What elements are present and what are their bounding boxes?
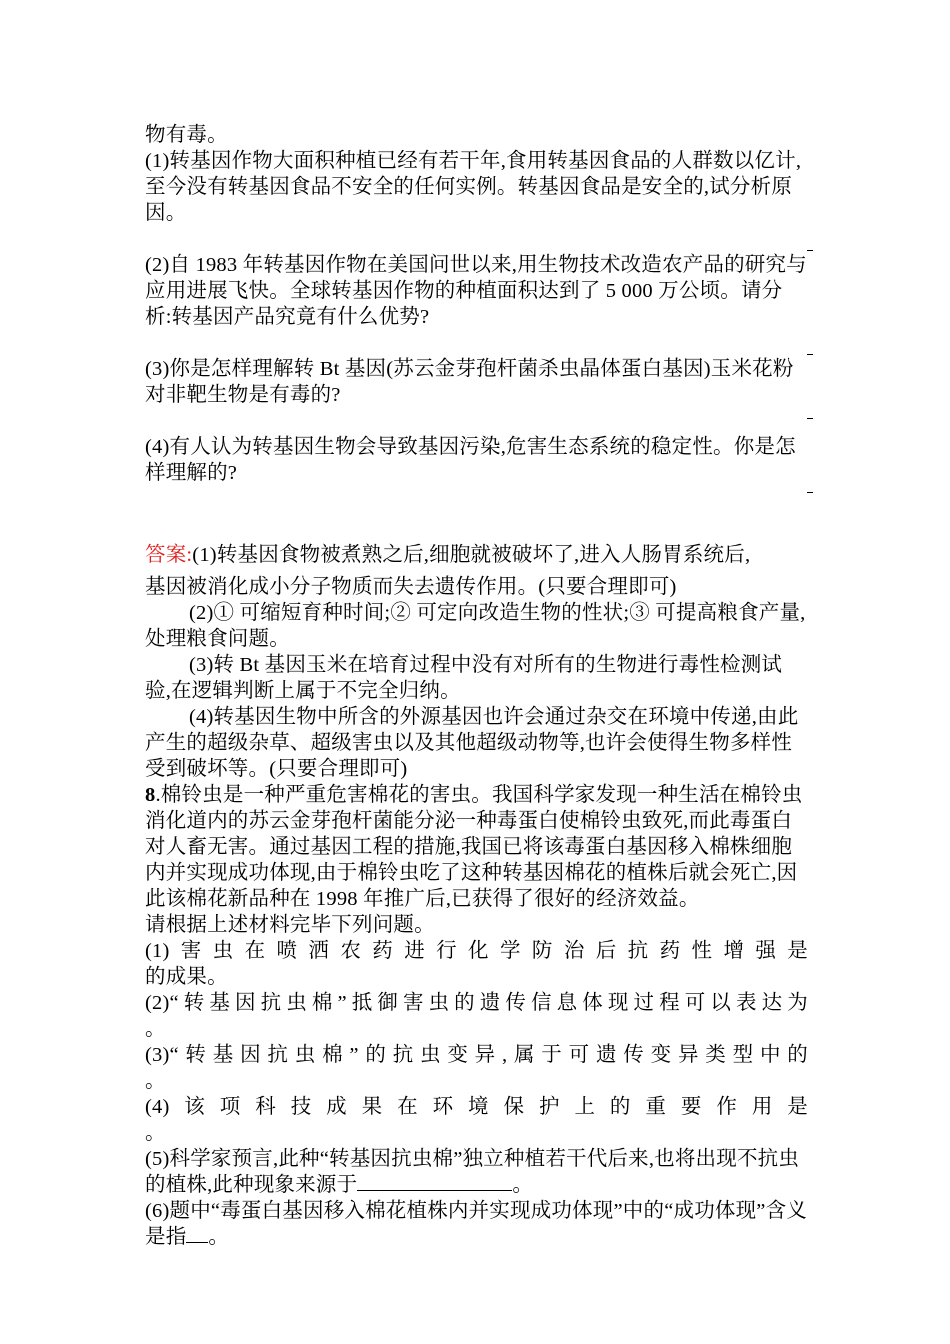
answer-blank[interactable] [357,1172,512,1191]
question-8-sub-6 [145,1198,808,1250]
question-7-intro-tail: 物有毒。 [145,124,228,146]
spacer [145,516,808,542]
question-8-sub-2-line-2: 。 [145,1018,166,1040]
question-8-sub-3-line-2: 。 [145,1070,166,1092]
answer-3: (3)转 Bt 基因玉米在培育过程中没有对所有的生物进行毒性检测试验,在逻辑判断上属于不完全归纳。 [145,654,783,702]
question-7-sub-4: (4)有人认为转基因生物会导致基因污染,危害生态系统的稳定性。你是怎样理解的? [145,436,796,484]
document-page [145,122,808,1250]
margin-mark [807,354,813,355]
question-8-sub-2-line-1: (2)“转基因抗虫棉”抵御害虫的遗传信息体现过程可以表达为 [145,992,808,1014]
answer-4: (4)转基因生物中所含的外源基因也许会通过杂交在环境中传递,由此产生的超级杂草、超级害虫以及其他超级动物等,也许会使得生物多样性受到破坏等。(只要合理即可) [145,706,799,780]
question-8-prompt: 请根据上述材料完毕下列问题。 [145,914,435,936]
question-8-sub-6-end: 。 [208,1226,230,1248]
question-8-sub-1-line-2: 的成果。 [145,966,228,988]
question-8-number: 8 [145,784,156,806]
spacer [145,226,808,252]
answer-blank[interactable] [186,1224,208,1243]
question-8-sub-1-line-1: (1)害虫在喷洒农药进行化学防治后抗药性增强是 [145,940,808,962]
question-8-sub-4-line-1: (4)该项科技成果在环境保护上的重要作用是 [145,1096,808,1118]
question-8-sub-3-line-1: (3)“转基因抗虫棉”的抗虫变异,属于可遗传变异类型中的 [145,1044,808,1066]
margin-mark [807,250,813,251]
question-8-stem [145,782,808,912]
spacer [145,486,808,516]
question-7-sub-1: (1)转基因作物大面积种植已经有若干年,食用转基因食品的人群数以亿计,至今没有转基因食品不安全的任何实例。转基因食品是安全的,试分析原因。 [145,150,802,224]
question-8-sub-4-line-2: 。 [145,1122,166,1144]
question-7-sub-3: (3)你是怎样理解转 Bt 基因(苏云金芽孢杆菌杀虫晶体蛋白基因)玉米花粉对非靶生物是有毒的? [145,358,794,406]
question-8-stem-text: .棉铃虫是一种严重危害棉花的害虫。我国科学家发现一种生活在棉铃虫消化道内的苏云金芽孢杆菌能分泌一种毒蛋白使棉铃虫致死,而此毒蛋白对人畜无害。通过基因工程的措施,我国已将该毒蛋白基因移入棉株细胞内并实现成功体现,由于棉铃虫吃了这种转基因棉花的植株后就会死亡,因此该棉花新品种在 1998 年推广后,已获得了很好的经济效益。 [145,784,803,910]
question-8-sub-5-end: 。 [512,1174,534,1196]
answer-label: 答案: [145,544,193,566]
spacer [145,408,808,434]
margin-mark [807,418,813,419]
answer-1-text: (1)转基因食物被煮熟之后,细胞就被破坏了,进入人肠胃系统后, [192,544,751,566]
answer-2: (2)① 可缩短育种时间;② 可定向改造生物的性状;③ 可提高粮食产量,处理粮食问题。 [145,602,806,650]
question-7-sub-2: (2)自 1983 年转基因作物在美国问世以来,用生物技术改造农产品的研究与应用进展飞快。全球转基因作物的种植面积达到了 5 000 万公顷。请分析:转基因产品究竟有什么优势? [145,254,807,328]
question-8-sub-5-text: (5)科学家预言,此种“转基因抗虫棉”独立种植若干代后来,也将出现不抗虫的植株,此种现象来源于 [145,1148,800,1196]
question-8-sub-6-text: (6)题中“毒蛋白基因移入棉花植株内并实现成功体现”中的“成功体现”含义是指 [145,1200,807,1248]
margin-mark [807,492,813,493]
question-8-sub-5 [145,1146,808,1198]
answer-1-line-2: 基因被消化成小分子物质而失去遗传作用。(只要合理即可) [145,576,677,598]
spacer [145,330,808,356]
answer-1-line-1 [145,542,808,568]
